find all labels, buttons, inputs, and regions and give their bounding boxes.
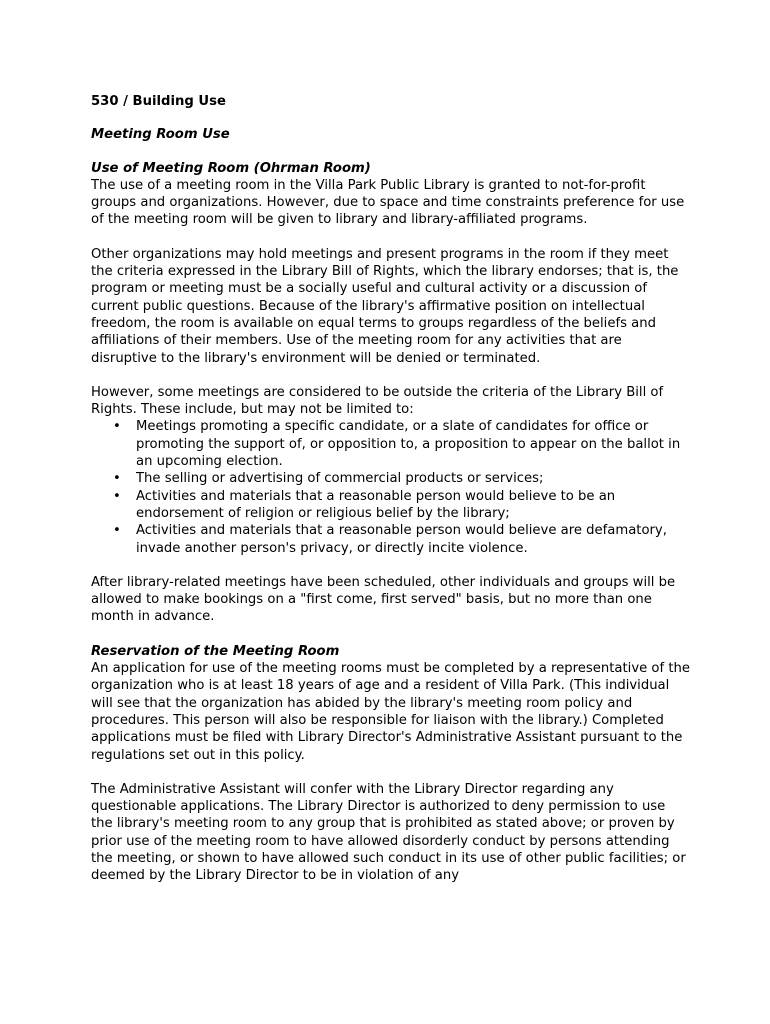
paragraph: The Administrative Assistant will confer with the Library Director regarding any questionable applications. The Library Director is authorized to deny permission to use the library's meeting room to any group that is prohibited as stated above; or proven by prior use of the meeting room to have allowed disorderly conduct by persons attending the meeting, or shown to have allowed such conduct in its use of other public facilities; or deemed by the Library Director to be in violation of any	[91, 781, 686, 884]
section-heading-reservation: Reservation of the Meeting Room	[91, 643, 340, 659]
bullet-icon: •	[113, 471, 121, 487]
criteria-list	[91, 418, 691, 556]
document-page	[91, 93, 691, 885]
paragraph: Other organizations may hold meetings and present programs in the room if they meet the criteria expressed in the Library Bill of Rights, which the library endorses; that is, the program or meeting must be a socially useful and cultural activity or a discussion of current public questions. Because of the library's affirmative position on intellectual freedom, the room is available on equal terms to groups regardless of the beliefs and affiliations of their members. Use of the meeting room for any activities that are disruptive to the library's environment will be denied or terminated.	[91, 246, 679, 366]
list-item-text: Meetings promoting a specific candidate, or a slate of candidates for office or promoting the support of, or opposition to, a proposition to appear on the ballot in an upcoming election.	[136, 419, 681, 470]
bullet-icon: •	[113, 523, 121, 539]
list-item	[91, 470, 691, 487]
list-item	[91, 488, 691, 523]
list-item-text: The selling or advertising of commercial products or services;	[136, 471, 544, 487]
bullet-icon: •	[113, 419, 121, 435]
list-item	[91, 522, 691, 557]
list-item	[91, 418, 691, 470]
document-title: 530 / Building Use	[91, 94, 226, 109]
paragraph: However, some meetings are considered to be outside the criteria of the Library Bill of Rights. These include, but may not be limited to:	[91, 384, 664, 418]
list-item-text: Activities and materials that a reasonable person would believe are defamatory, invade another person's privacy, or directly incite violence.	[136, 523, 667, 556]
bullet-icon: •	[113, 488, 121, 504]
paragraph: An application for use of the meeting rooms must be completed by a representative of the organization who is at least 18 years of age and a resident of Villa Park. (This individual will see that the organization has abided by the library's meeting room policy and procedures. This person will also be responsible for liaison with the library.) Completed applications must be filed with Library Director's Administrative Assistant pursuant to the regulations set out in this policy.	[91, 661, 690, 763]
list-item-text: Activities and materials that a reasonable person would believe to be an endorsement of religion or religious belief by the library;	[136, 488, 616, 521]
section-heading-use-of-meeting-room: Use of Meeting Room (Ohrman Room)	[91, 160, 371, 176]
paragraph: After library-related meetings have been scheduled, other individuals and groups will be allowed to make bookings on a "first come, first served" basis, but no more than one month in advance.	[91, 574, 676, 625]
document-subtitle: Meeting Room Use	[91, 127, 230, 143]
paragraph: The use of a meeting room in the Villa Park Public Library is granted to not-for-profit groups and organizations. However, due to space and time constraints preference for use of the meeting room will be given to library and library-affiliated programs.	[91, 177, 685, 228]
